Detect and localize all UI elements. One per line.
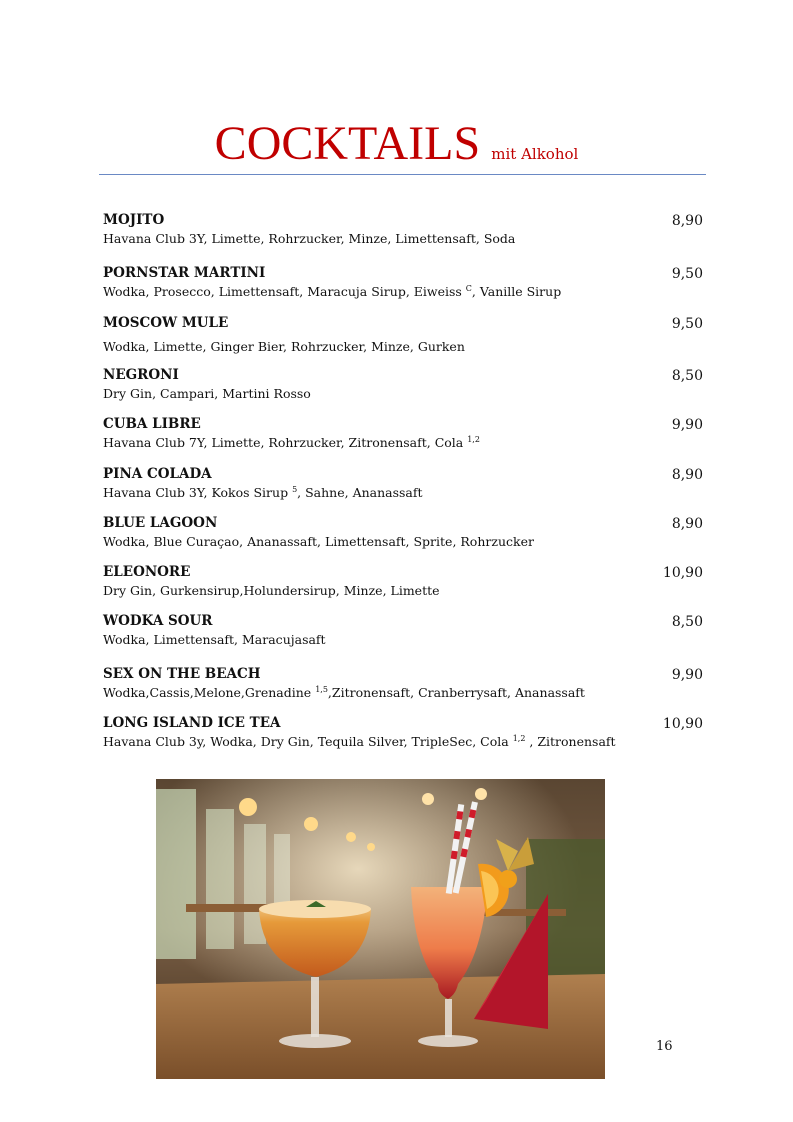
menu-item bbox=[103, 265, 703, 300]
item-price: 8,50 bbox=[671, 614, 703, 630]
description-text: Wodka, Blue Curaçao, Ananassaft, Limettensaft, Sprite, Rohrzucker bbox=[103, 534, 534, 549]
description-text: , Zitronensaft bbox=[525, 734, 616, 749]
menu-item bbox=[103, 613, 703, 648]
description-text: Havana Club 3y, Wodka, Dry Gin, Tequila Silver, TripleSec, Cola bbox=[103, 734, 513, 749]
item-description bbox=[103, 284, 703, 300]
item-name: BLUE LAGOON bbox=[103, 515, 218, 531]
item-name: NEGRONI bbox=[103, 367, 179, 383]
item-name: CUBA LIBRE bbox=[103, 416, 201, 432]
description-text: Dry Gin, Campari, Martini Rosso bbox=[103, 386, 311, 401]
item-name: ELEONORE bbox=[103, 564, 191, 580]
allergen-note: 1,2 bbox=[467, 435, 480, 444]
page-subtitle: mit Alkohol bbox=[491, 145, 579, 163]
item-price: 10,90 bbox=[662, 716, 703, 732]
item-description bbox=[103, 485, 703, 501]
menu-item bbox=[103, 367, 703, 402]
item-description bbox=[103, 435, 703, 451]
item-price: 8,90 bbox=[671, 516, 703, 532]
item-name: PINA COLADA bbox=[103, 466, 212, 482]
item-description bbox=[103, 583, 703, 599]
description-text: Dry Gin, Gurkensirup,Holundersirup, Minze, Limette bbox=[103, 583, 440, 598]
description-text: ,Zitronensaft, Cranberrysaft, Ananassaft bbox=[327, 685, 585, 700]
description-text: , Vanille Sirup bbox=[471, 284, 562, 299]
item-description bbox=[103, 231, 703, 247]
item-price: 8,90 bbox=[671, 213, 703, 229]
item-name: PORNSTAR MARTINI bbox=[103, 265, 266, 281]
description-text: Havana Club 3Y, Limette, Rohrzucker, Minze, Limettensaft, Soda bbox=[103, 231, 516, 246]
description-text: , Sahne, Ananassaft bbox=[297, 485, 423, 500]
item-price: 8,50 bbox=[671, 368, 703, 384]
header-divider bbox=[99, 174, 706, 175]
allergen-note: 1,2 bbox=[512, 734, 526, 743]
item-name: WODKA SOUR bbox=[103, 613, 213, 629]
allergen-note: C bbox=[465, 284, 472, 293]
description-text: Wodka, Limettensaft, Maracujasaft bbox=[103, 632, 326, 647]
menu-item bbox=[103, 212, 703, 247]
menu-item bbox=[103, 315, 703, 355]
item-price: 9,90 bbox=[671, 667, 703, 683]
item-name: SEX ON THE BEACH bbox=[103, 666, 261, 682]
page-header bbox=[0, 116, 793, 171]
menu-item bbox=[103, 564, 703, 599]
description-text: Wodka,Cassis,Melone,Grenadine bbox=[103, 685, 316, 700]
menu-item bbox=[103, 666, 703, 701]
item-description bbox=[103, 339, 703, 355]
item-name: MOJITO bbox=[103, 212, 165, 228]
item-price: 9,50 bbox=[671, 266, 703, 282]
description-text: Havana Club 7Y, Limette, Rohrzucker, Zitronensaft, Cola bbox=[103, 435, 468, 450]
item-price: 9,90 bbox=[671, 417, 703, 433]
item-description bbox=[103, 632, 703, 648]
item-description bbox=[103, 386, 703, 402]
item-name: LONG ISLAND ICE TEA bbox=[103, 715, 281, 731]
menu-item bbox=[103, 416, 703, 451]
menu-item bbox=[103, 715, 703, 750]
item-price: 9,50 bbox=[671, 316, 703, 332]
description-text: Wodka, Prosecco, Limettensaft, Maracuja Sirup, Eiweiss bbox=[103, 284, 466, 299]
item-description bbox=[103, 734, 703, 750]
item-description bbox=[103, 534, 703, 550]
menu-item bbox=[103, 466, 703, 501]
page-title: COCKTAILS bbox=[214, 117, 481, 170]
cocktail-photo bbox=[156, 779, 605, 1079]
description-text: Havana Club 3Y, Kokos Sirup bbox=[103, 485, 293, 500]
menu-item bbox=[103, 515, 703, 550]
item-name: MOSCOW MULE bbox=[103, 315, 229, 331]
item-price: 8,90 bbox=[671, 467, 703, 483]
page-number: 16 bbox=[656, 1039, 673, 1054]
description-text: Wodka, Limette, Ginger Bier, Rohrzucker, Minze, Gurken bbox=[103, 339, 465, 354]
allergen-note: 5 bbox=[292, 485, 298, 494]
item-price: 10,90 bbox=[662, 565, 703, 581]
allergen-note: 1,5 bbox=[315, 685, 328, 694]
item-description bbox=[103, 685, 703, 701]
